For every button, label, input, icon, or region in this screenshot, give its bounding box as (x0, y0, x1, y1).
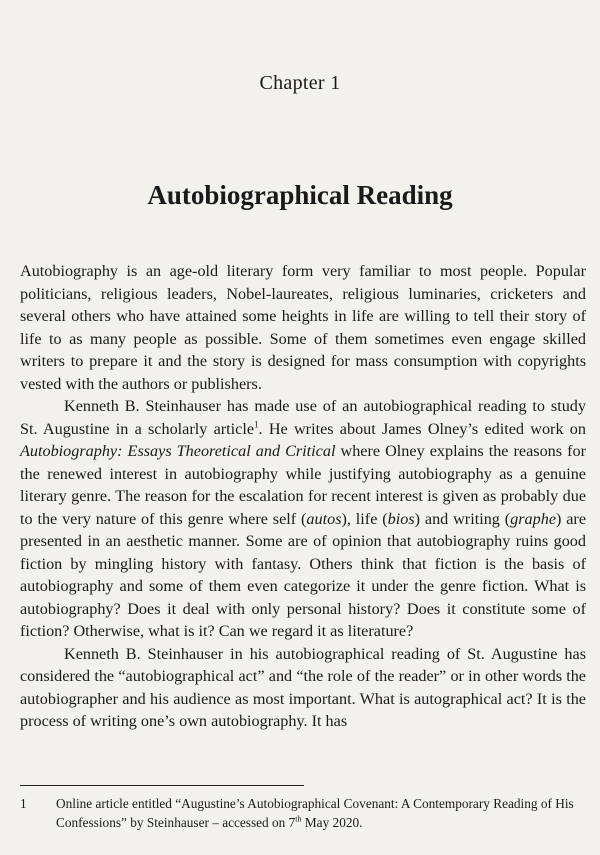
footnote-text (56, 794, 590, 832)
paragraph-2-text-c: where Olney explains the reasons for the renewed interest in autobiography while justifying autobiography as a genuine literary genre. The reason for the escalation for recent interest is given as probably due to the very nature of this genre where self ( (20, 442, 586, 528)
footnote-number: 1 (20, 796, 27, 811)
term-graphe: graphe (510, 509, 556, 528)
footnote-text-a: Online article entitled “Augustine’s Autobiographical Covenant: A Contemporary Reading of His Confessions” by Steinhauser – accessed on 7 (56, 796, 574, 830)
paragraph-2-text-b: . He writes about James Olney’s edited work on (258, 419, 586, 438)
book-title: Autobiography: Essays Theoretical and Critical (20, 442, 336, 460)
paragraph-2 (20, 395, 586, 643)
paragraph-3: Kenneth B. Steinhauser in his autobiographical reading of St. Augustine has considered the “autobiographical act” and “the role of the reader” or in other words the autobiographer and his audience as most important. What is autographical act? It is the process of writing one’s own autobiography. It has (20, 644, 586, 730)
paragraph-1: Autobiography is an age-old literary form very familiar to most people. Popular politicians, religious leaders, Nobel-laureates, religious luminaries, cricketers and several others who have attained some heights in life are willing to tell their story of life to as many people as possible. Some of them sometimes even engage skilled writers to prepare it and the story is designed for mass consumption with copyrights vested with the authors or publishers. (20, 262, 586, 393)
footnote-divider (20, 785, 304, 786)
chapter-title: Autobiographical Reading (147, 180, 453, 210)
footnote-ordinal: th (295, 814, 302, 824)
footnote-text-b: May 2020. (301, 815, 363, 830)
paragraph-2-text-e: ) and writing ( (414, 509, 511, 528)
footnote (20, 794, 590, 832)
paragraph-2-text-f: ) are presented in an aesthetic manner. Some are of opinion that autobiography ruins good fiction by mingling history with fantasy. Others think that fiction is the basis of autobiography and some of them even categorize it under the genre fiction. What is autobiography? Does it deal with only personal history? Does it constitute some of fiction? Otherwise, what is it? Can we regard it as literature? (20, 509, 587, 640)
paragraph-2-text-d: ), life ( (341, 509, 388, 528)
term-autos: autos (306, 509, 342, 528)
paragraph-2-text-a: Kenneth B. Steinhauser has made use of an autobiographical reading to study St. Augustine in a scholarly article (20, 397, 586, 438)
term-bios: bios (387, 509, 415, 528)
chapter-label: Chapter 1 (259, 72, 341, 94)
body-text (20, 260, 586, 733)
footnote-reference: 1 (254, 419, 259, 430)
